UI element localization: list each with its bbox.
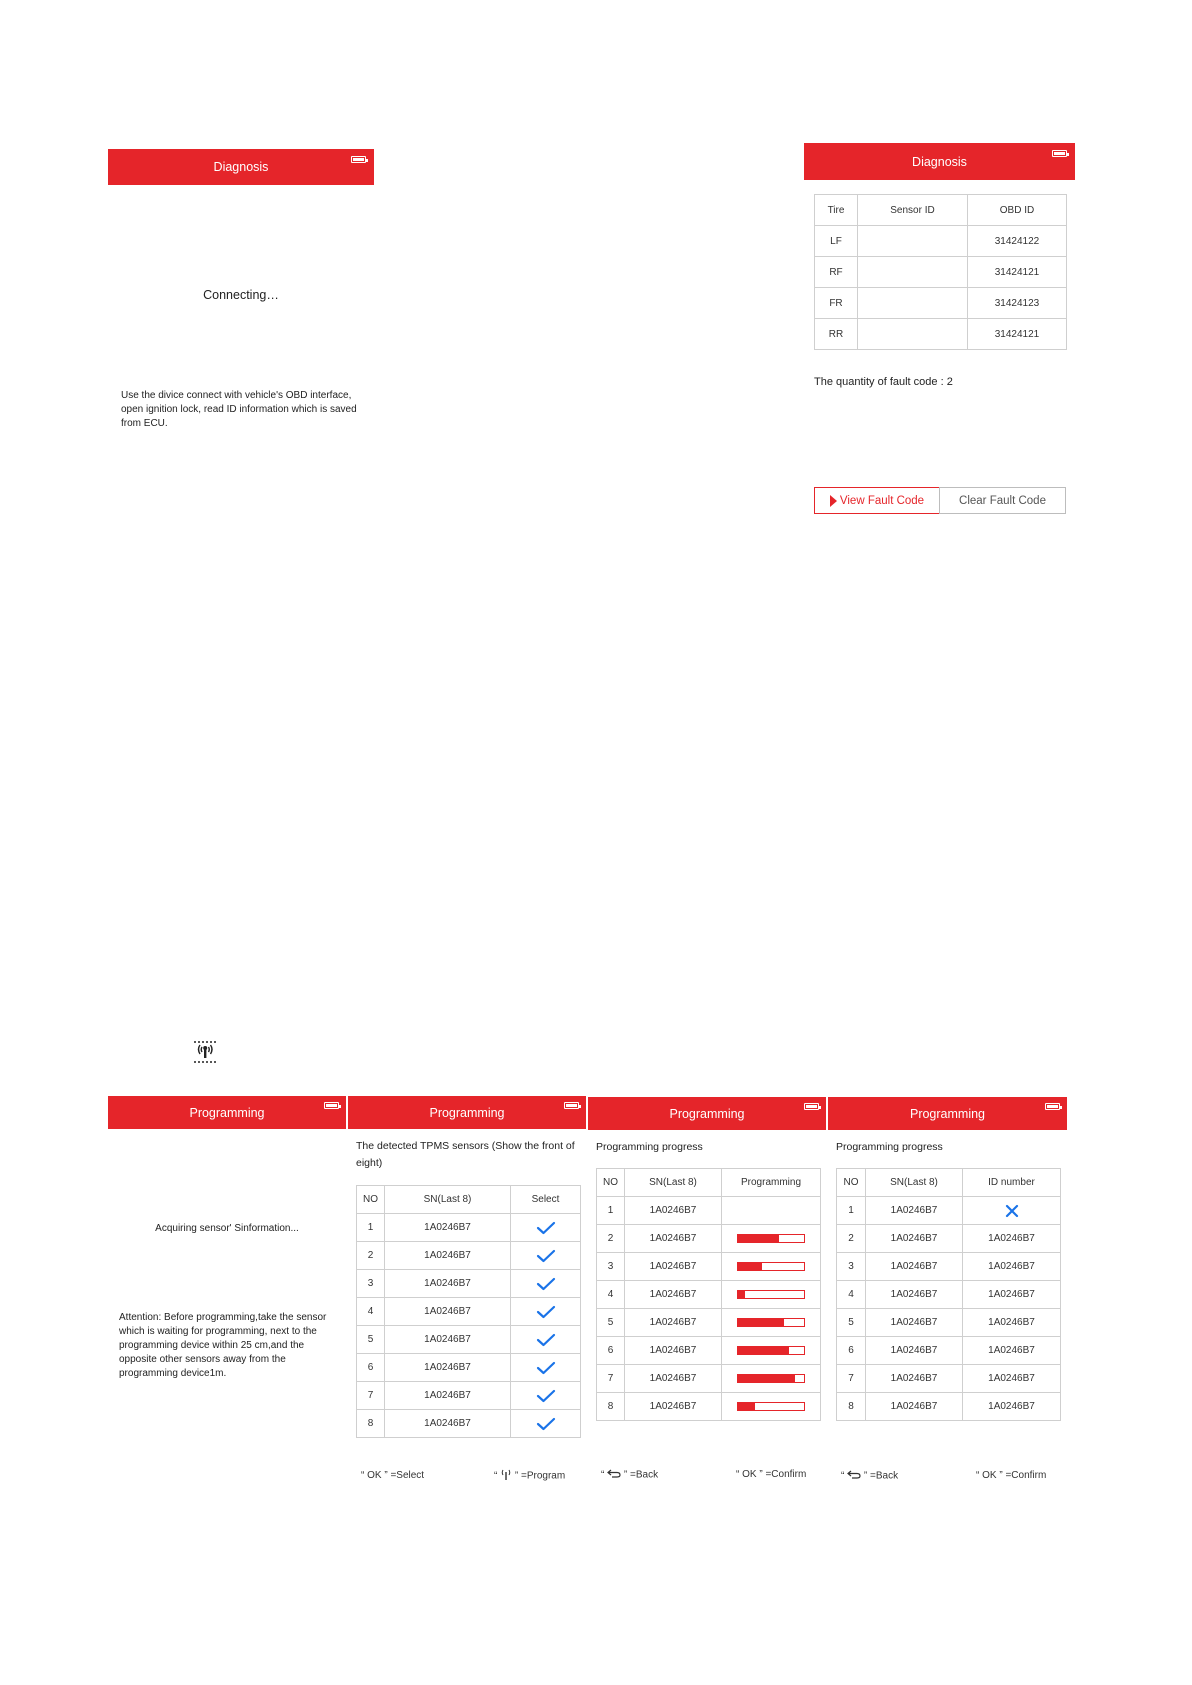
clear-fault-code-button[interactable] [939, 487, 1066, 514]
check-icon [511, 1389, 580, 1403]
footer-back-hint [601, 1469, 658, 1481]
column-header: SN(Last 8) [625, 1169, 722, 1197]
acquiring-status: Acquiring sensor' Sinformation... [155, 1223, 299, 1234]
progress-fill [738, 1347, 789, 1354]
fault-count-text: The quantity of fault code : 2 [814, 376, 953, 388]
battery-icon [804, 1103, 819, 1110]
select-cell[interactable] [511, 1298, 581, 1326]
check-icon [511, 1221, 580, 1235]
programming-progress-table [596, 1168, 821, 1421]
progress-bar [737, 1374, 805, 1383]
column-header: Sensor ID [858, 195, 968, 226]
row-number: 6 [837, 1337, 866, 1365]
row-number: 8 [357, 1410, 385, 1438]
row-number: 6 [357, 1354, 385, 1382]
table-row[interactable] [837, 1281, 1061, 1309]
obd-id-cell: 31424123 [968, 288, 1067, 319]
serial-number-cell: 1A0246B7 [625, 1309, 722, 1337]
table-row[interactable] [597, 1253, 821, 1281]
progress-subtitle: Programming progress [836, 1141, 943, 1153]
battery-icon [1052, 150, 1067, 157]
serial-number-cell: 1A0246B7 [625, 1393, 722, 1421]
select-cell[interactable] [511, 1214, 581, 1242]
back-arrow-icon [607, 1469, 621, 1481]
antenna-icon [500, 1469, 512, 1483]
row-number: 2 [357, 1242, 385, 1270]
row-number: 5 [837, 1309, 866, 1337]
serial-number-cell: 1A0246B7 [866, 1337, 963, 1365]
column-header: NO [837, 1169, 866, 1197]
id-number-cell: 1A0246B7 [963, 1225, 1061, 1253]
table-row[interactable] [357, 1382, 581, 1410]
column-header: ID number [963, 1169, 1061, 1197]
progress-fill [738, 1235, 779, 1242]
progress-bar [737, 1290, 805, 1299]
header-title: Programming [429, 1105, 505, 1120]
row-number: 1 [837, 1197, 866, 1225]
row-number: 5 [597, 1309, 625, 1337]
check-icon [511, 1417, 580, 1431]
progress-fill [738, 1319, 784, 1326]
check-icon [511, 1361, 580, 1375]
id-number-cell [963, 1197, 1061, 1225]
back-suffix: ” =Back [863, 1470, 899, 1482]
progress-cell [722, 1197, 821, 1225]
serial-number-cell: 1A0246B7 [625, 1281, 722, 1309]
obd-id-cell: 31424122 [968, 226, 1067, 257]
serial-number-cell: 1A0246B7 [385, 1382, 511, 1410]
battery-icon [564, 1102, 579, 1109]
serial-number-cell: 1A0246B7 [866, 1253, 963, 1281]
progress-cell [722, 1393, 821, 1421]
header-bar [108, 1096, 346, 1129]
row-number: 3 [357, 1270, 385, 1298]
header-bar [828, 1097, 1067, 1130]
connecting-status: Connecting… [203, 288, 279, 302]
obd-table [814, 194, 1067, 350]
battery-icon [324, 1102, 339, 1109]
serial-number-cell: 1A0246B7 [385, 1326, 511, 1354]
progress-bar [737, 1318, 805, 1327]
id-number-cell: 1A0246B7 [963, 1253, 1061, 1281]
serial-number-cell: 1A0246B7 [625, 1225, 722, 1253]
header-bar [588, 1097, 826, 1130]
progress-cell [722, 1337, 821, 1365]
header-bar [348, 1096, 586, 1129]
row-number: 7 [597, 1365, 625, 1393]
back-suffix: ” =Back [623, 1469, 659, 1481]
check-icon [511, 1305, 580, 1319]
progress-bar [737, 1346, 805, 1355]
serial-number-cell: 1A0246B7 [866, 1197, 963, 1225]
sensor-id-cell [858, 319, 968, 350]
clear-fault-code-label: Clear Fault Code [959, 495, 1046, 507]
progress-cell [722, 1281, 821, 1309]
id-number-cell: 1A0246B7 [963, 1393, 1061, 1421]
table-row[interactable] [837, 1309, 1061, 1337]
progress-fill [738, 1403, 755, 1410]
table-row[interactable] [597, 1393, 821, 1421]
sensor-id-cell [858, 288, 968, 319]
table-row[interactable] [815, 226, 1067, 257]
footer-confirm-hint: “ OK ” =Confirm [736, 1469, 807, 1480]
column-header: Select [511, 1186, 581, 1214]
table-row[interactable] [837, 1253, 1061, 1281]
select-cell[interactable] [511, 1382, 581, 1410]
table-row[interactable] [357, 1214, 581, 1242]
progress-cell [722, 1253, 821, 1281]
serial-number-cell: 1A0246B7 [625, 1337, 722, 1365]
id-number-cell: 1A0246B7 [963, 1365, 1061, 1393]
progress-bar [737, 1402, 805, 1411]
play-arrow-icon [830, 495, 837, 507]
view-fault-code-label: View Fault Code [839, 495, 925, 507]
column-header: NO [597, 1169, 625, 1197]
serial-number-cell: 1A0246B7 [866, 1225, 963, 1253]
table-row[interactable] [597, 1197, 821, 1225]
program-suffix: ” =Program [514, 1470, 566, 1482]
open-quote: “ [494, 1470, 498, 1482]
header-title: Programming [189, 1105, 265, 1120]
select-cell[interactable] [511, 1270, 581, 1298]
progress-cell [722, 1365, 821, 1393]
id-number-cell: 1A0246B7 [963, 1337, 1061, 1365]
column-header: NO [357, 1186, 385, 1214]
table-row[interactable] [597, 1309, 821, 1337]
serial-number-cell: 1A0246B7 [385, 1270, 511, 1298]
row-number: 2 [837, 1225, 866, 1253]
battery-icon [351, 156, 366, 163]
progress-bar [737, 1262, 805, 1271]
serial-number-cell: 1A0246B7 [385, 1242, 511, 1270]
row-number: 7 [837, 1365, 866, 1393]
table-row[interactable] [837, 1197, 1061, 1225]
footer-back-hint [841, 1470, 898, 1482]
serial-number-cell: 1A0246B7 [385, 1214, 511, 1242]
header-title: Diagnosis [912, 154, 967, 169]
table-row[interactable] [597, 1365, 821, 1393]
row-number: 3 [597, 1253, 625, 1281]
table-row[interactable] [815, 319, 1067, 350]
serial-number-cell: 1A0246B7 [866, 1309, 963, 1337]
table-row[interactable] [837, 1365, 1061, 1393]
header-bar [804, 143, 1075, 180]
id-number-cell: 1A0246B7 [963, 1281, 1061, 1309]
back-arrow-icon [847, 1470, 861, 1482]
footer-select-hint: “ OK ” =Select [361, 1470, 425, 1481]
row-number: 8 [837, 1393, 866, 1421]
select-cell[interactable] [511, 1410, 581, 1438]
table-row[interactable] [357, 1298, 581, 1326]
progress-cell [722, 1225, 821, 1253]
table-row[interactable] [837, 1337, 1061, 1365]
row-number: 4 [837, 1281, 866, 1309]
table-row[interactable] [837, 1225, 1061, 1253]
check-icon [511, 1249, 580, 1263]
column-header: OBD ID [968, 195, 1067, 226]
sensor-id-cell [858, 226, 968, 257]
table-row[interactable] [597, 1337, 821, 1365]
tire-cell: FR [815, 288, 858, 319]
serial-number-cell: 1A0246B7 [866, 1393, 963, 1421]
open-quote: “ [601, 1469, 605, 1481]
row-number: 4 [597, 1281, 625, 1309]
sensor-program-icon [193, 1040, 217, 1069]
table-row[interactable] [837, 1393, 1061, 1421]
header-bar [108, 149, 374, 185]
column-header: Programming [722, 1169, 821, 1197]
check-icon [511, 1277, 580, 1291]
progress-fill [738, 1375, 795, 1382]
column-header: SN(Last 8) [866, 1169, 963, 1197]
obd-id-cell: 31424121 [968, 257, 1067, 288]
progress-bar [737, 1234, 805, 1243]
row-number: 4 [357, 1298, 385, 1326]
check-icon [511, 1333, 580, 1347]
table-row[interactable] [357, 1410, 581, 1438]
progress-subtitle: Programming progress [596, 1141, 703, 1153]
table-row[interactable] [357, 1270, 581, 1298]
row-number: 2 [597, 1225, 625, 1253]
open-quote: “ [841, 1470, 845, 1482]
battery-icon [1045, 1103, 1060, 1110]
obd-id-cell: 31424121 [968, 319, 1067, 350]
select-cell[interactable] [511, 1242, 581, 1270]
attention-note: Attention: Before programming,take the sensor which is waiting for programming, next to the programming device within 25 cm,and the opposite other sensors away from the programming device1m. [119, 1312, 327, 1379]
row-number: 1 [597, 1197, 625, 1225]
column-header: SN(Last 8) [385, 1186, 511, 1214]
tire-cell: LF [815, 226, 858, 257]
row-number: 3 [837, 1253, 866, 1281]
table-row[interactable] [597, 1281, 821, 1309]
header-title: Programming [909, 1106, 986, 1121]
tire-cell: RF [815, 257, 858, 288]
column-header: Tire [815, 195, 858, 226]
view-fault-code-button[interactable] [814, 487, 940, 514]
footer-confirm-hint: “ OK ” =Confirm [976, 1470, 1047, 1481]
table-row[interactable] [357, 1326, 581, 1354]
row-number: 8 [597, 1393, 625, 1421]
footer-program-hint [494, 1469, 565, 1483]
serial-number-cell: 1A0246B7 [625, 1253, 722, 1281]
row-number: 7 [357, 1382, 385, 1410]
progress-cell [722, 1309, 821, 1337]
table-row[interactable] [357, 1242, 581, 1270]
serial-number-cell: 1A0246B7 [385, 1354, 511, 1382]
serial-number-cell: 1A0246B7 [625, 1365, 722, 1393]
select-cell[interactable] [511, 1326, 581, 1354]
table-row[interactable] [815, 288, 1067, 319]
row-number: 5 [357, 1326, 385, 1354]
serial-number-cell: 1A0246B7 [866, 1365, 963, 1393]
serial-number-cell: 1A0246B7 [866, 1281, 963, 1309]
table-row[interactable] [357, 1354, 581, 1382]
sensor-id-cell [858, 257, 968, 288]
table-row[interactable] [597, 1225, 821, 1253]
cross-icon [963, 1204, 1060, 1218]
detected-sensors-subtitle: The detected TPMS sensors (Show the front of eight) [356, 1140, 575, 1169]
table-row[interactable] [815, 257, 1067, 288]
row-number: 6 [597, 1337, 625, 1365]
serial-number-cell: 1A0246B7 [625, 1197, 722, 1225]
progress-fill [738, 1263, 762, 1270]
sensor-select-table [356, 1185, 581, 1438]
row-number: 1 [357, 1214, 385, 1242]
tire-cell: RR [815, 319, 858, 350]
programming-result-table [836, 1168, 1061, 1421]
header-title: Programming [669, 1106, 745, 1121]
header-title: Diagnosis [213, 160, 269, 174]
id-number-cell: 1A0246B7 [963, 1309, 1061, 1337]
serial-number-cell: 1A0246B7 [385, 1298, 511, 1326]
progress-fill [738, 1291, 745, 1298]
select-cell[interactable] [511, 1354, 581, 1382]
serial-number-cell: 1A0246B7 [385, 1410, 511, 1438]
instruction-note: Use the divice connect with vehicle's OBD interface, open ignition lock, read ID information which is saved from ECU. [121, 390, 357, 429]
